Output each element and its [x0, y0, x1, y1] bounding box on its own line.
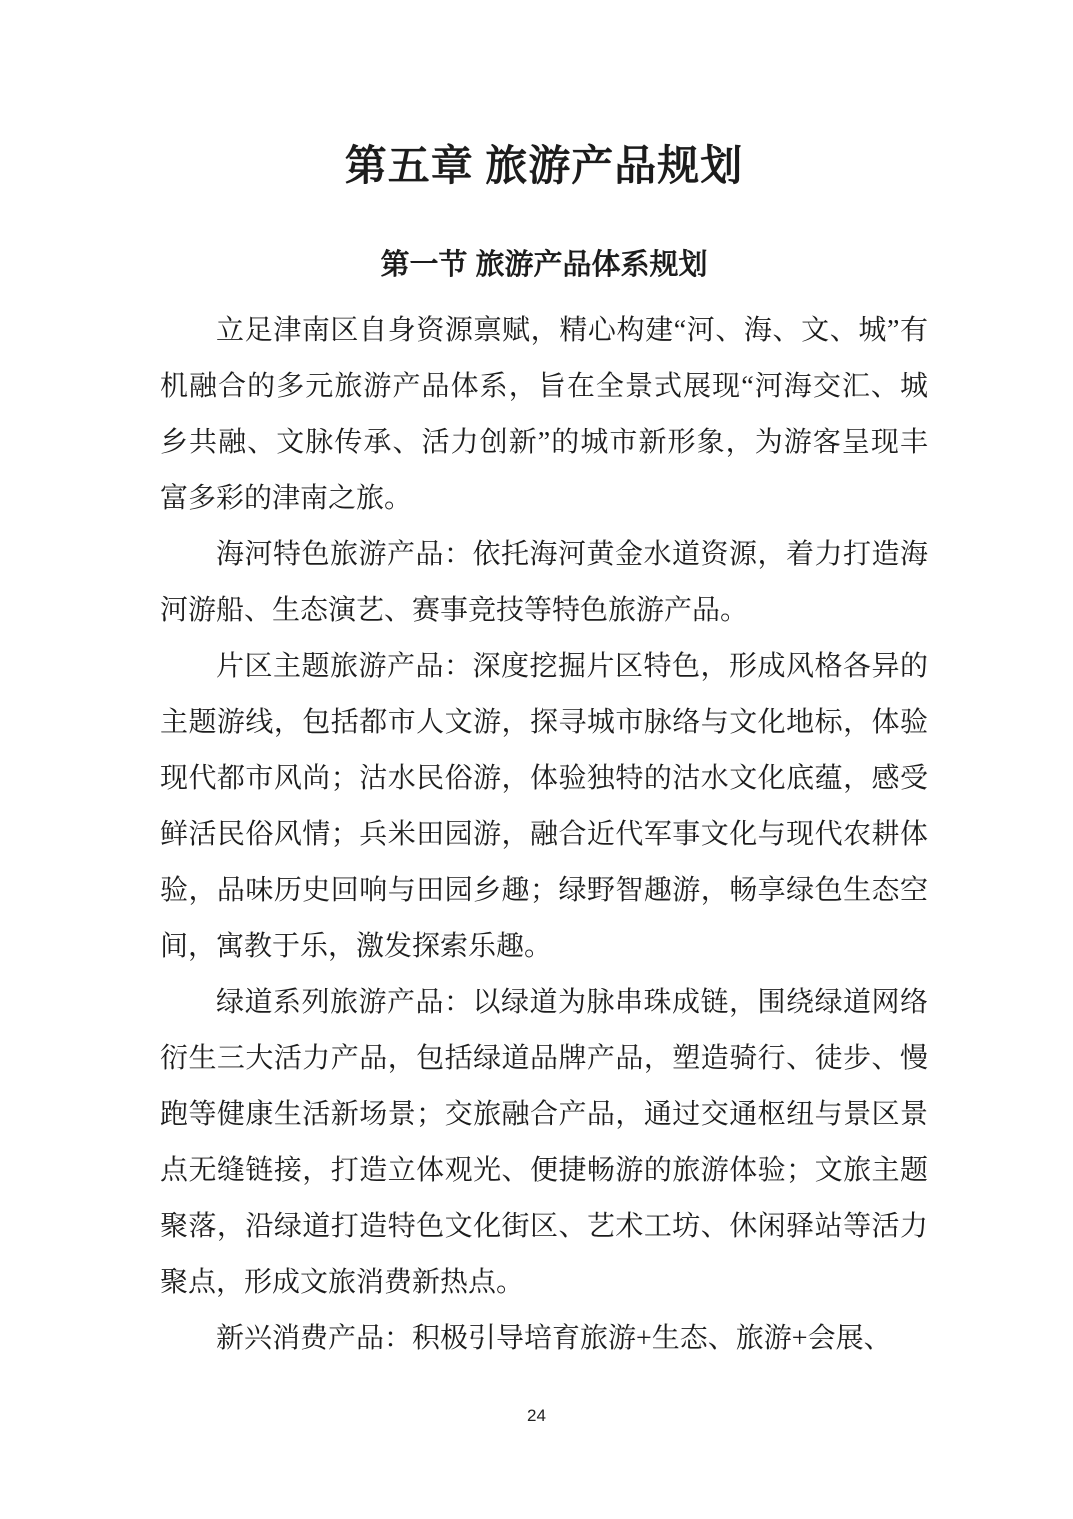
page-number: 24 [527, 1406, 546, 1425]
body-paragraph: 海河特色旅游产品：依托海河黄金水道资源，着力打造海河游船、生态演艺、赛事竞技等特色旅游产品。 [160, 539, 928, 626]
document-body [160, 303, 928, 1367]
chapter-title: 第五章 旅游产品规划 [344, 144, 744, 190]
body-paragraph: 绿道系列旅游产品：以绿道为脉串珠成链，围绕绿道网络衍生三大活力产品，包括绿道品牌产品，塑造骑行、徒步、慢跑等健康生活新场景；交旅融合产品，通过交通枢纽与景区景点无缝链接，打造立体观光、便捷畅游的旅游体验；文旅主题聚落，沿绿道打造特色文化街区、艺术工坊、休闲驿站等活力聚点，形成文旅消费新热点。 [160, 987, 928, 1298]
body-paragraph: 立足津南区自身资源禀赋，精心构建“河、海、文、城”有机融合的多元旅游产品体系，旨在全景式展现“河海交汇、城乡共融、文脉传承、活力创新”的城市新形象，为游客呈现丰富多彩的津南之旅。 [160, 315, 928, 514]
body-paragraph: 片区主题旅游产品：深度挖掘片区特色，形成风格各异的主题游线，包括都市人文游，探寻城市脉络与文化地标，体验现代都市风尚；沽水民俗游，体验独特的沽水文化底蕴，感受鲜活民俗风情；兵米田园游，融合近代军事文化与现代农耕体验，品味历史回响与田园乡趣；绿野智趣游，畅享绿色生态空间，寓教于乐，激发探索乐趣。 [160, 651, 928, 962]
body-paragraph: 新兴消费产品：积极引导培育旅游+生态、旅游+会展、 [216, 1323, 892, 1354]
section-title: 第一节 旅游产品体系规划 [380, 249, 708, 281]
